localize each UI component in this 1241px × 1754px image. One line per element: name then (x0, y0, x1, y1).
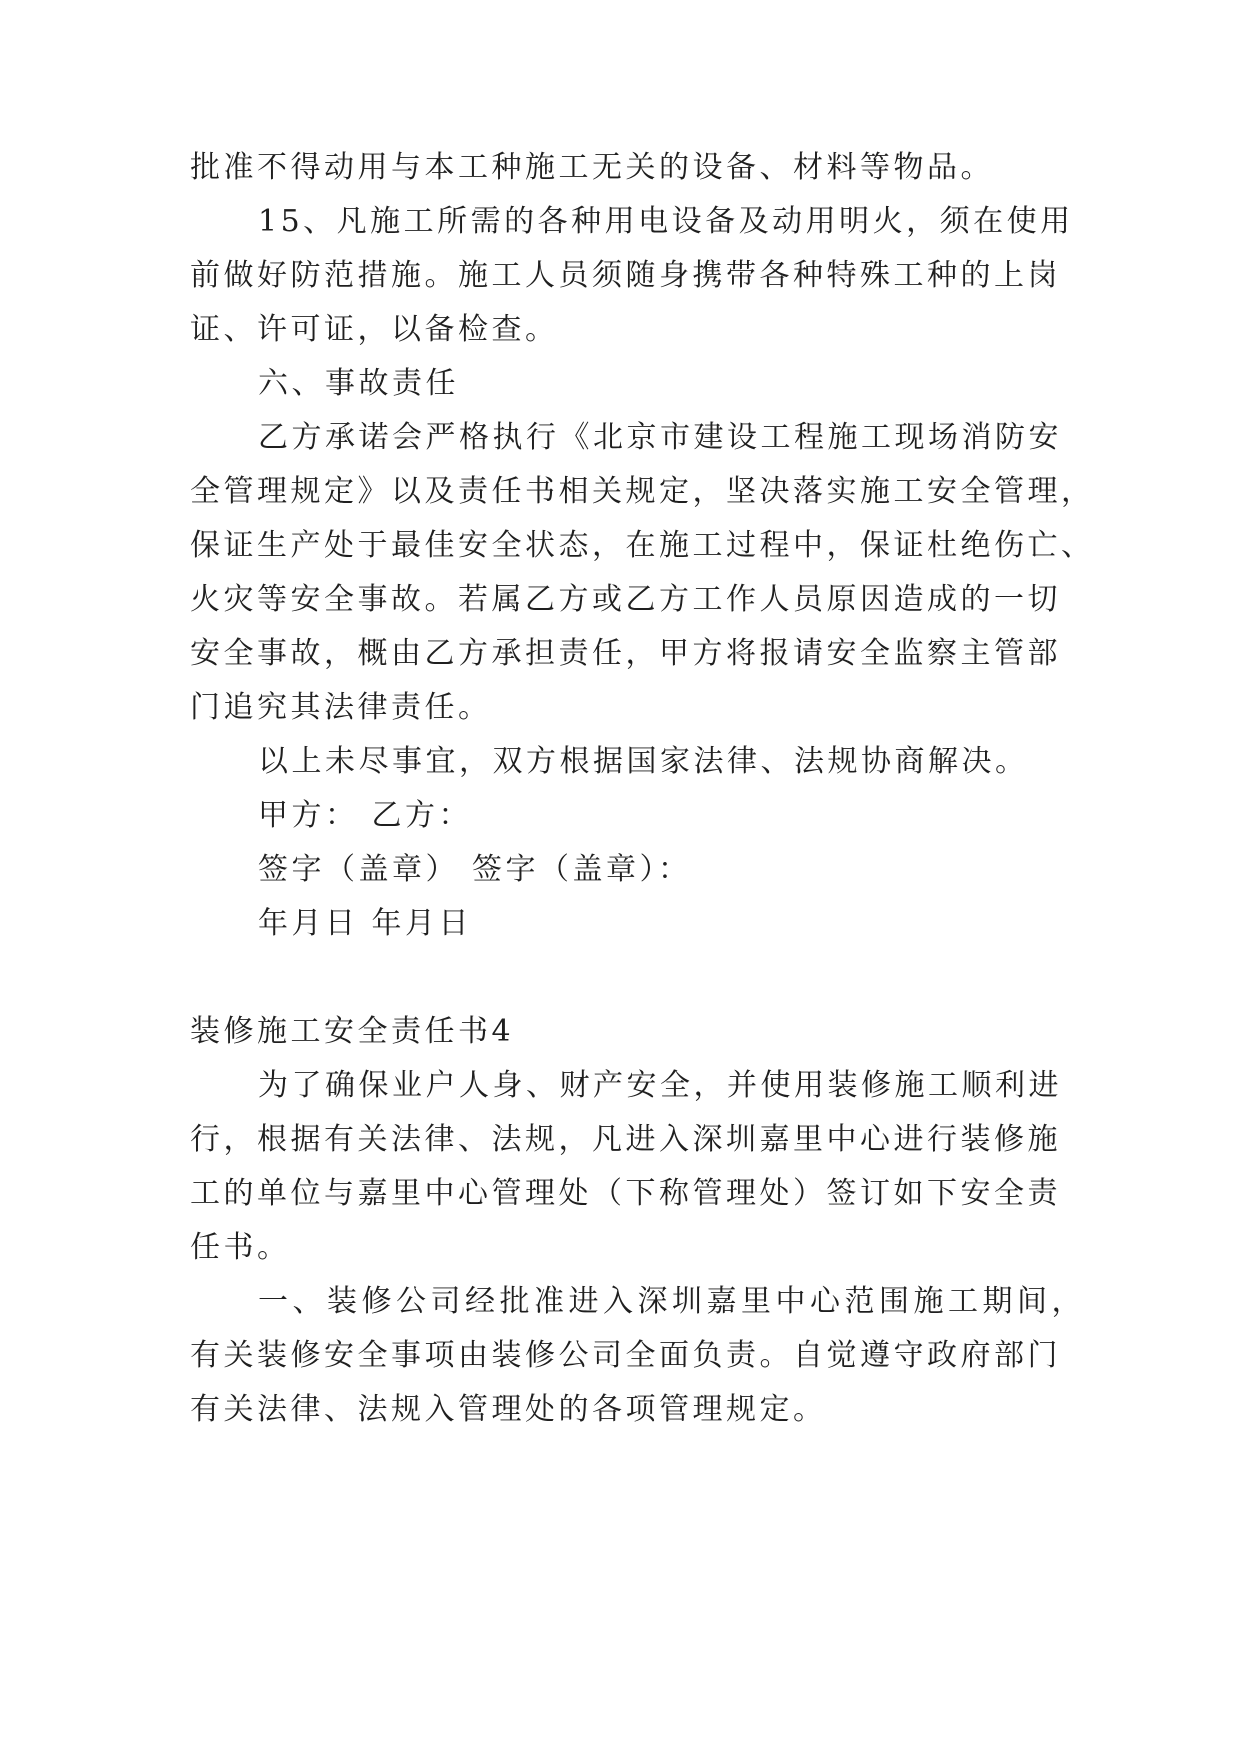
text-line: 工的单位与嘉里中心管理处（下称管理处）签订如下安全责 (190, 1176, 1061, 1211)
text-line: 有关法律、法规入管理处的各项管理规定。 (190, 1392, 827, 1427)
signature-line: 签字（盖章） 签字（盖章）： (258, 852, 692, 887)
date-line: 年月日 年月日 (258, 906, 473, 941)
document-title: 装修施工安全责任书4 (190, 1014, 515, 1049)
text-line: 以上未尽事宜，双方根据国家法律、法规协商解决。 (258, 744, 1029, 779)
text-line: 一、装修公司经批准进入深圳嘉里中心范围施工期间， (258, 1284, 1086, 1319)
party-line: 甲方： 乙方： (258, 798, 473, 833)
text-line: 门追究其法律责任。 (190, 690, 492, 725)
text-line: 为了确保业户人身、财产安全，并使用装修施工顺利进 (258, 1068, 1062, 1103)
clause-15-line: 15、凡施工所需的各种用电设备及动用明火，须在使用 (258, 204, 1074, 239)
section-heading: 六、事故责任 (258, 366, 459, 401)
text-line: 前做好防范措施。施工人员须随身携带各种特殊工种的上岗 (190, 258, 1061, 293)
text-line: 乙方承诺会严格执行《北京市建设工程施工现场消防安 (258, 420, 1062, 455)
text-line: 有关装修安全事项由装修公司全面负责。自觉遵守政府部门 (190, 1338, 1061, 1373)
text-line: 批准不得动用与本工种施工无关的设备、材料等物品。 (190, 150, 994, 185)
text-line: 行，根据有关法律、法规，凡进入深圳嘉里中心进行装修施 (190, 1122, 1061, 1157)
text-line: 证、许可证，以备检查。 (190, 312, 559, 347)
text-line: 任书。 (190, 1230, 291, 1265)
text-line: 火灾等安全事故。若属乙方或乙方工作人员原因造成的一切 (190, 582, 1061, 617)
text-line: 安全事故，概由乙方承担责任，甲方将报请安全监察主管部 (190, 636, 1061, 671)
text-line: 保证生产处于最佳安全状态，在施工过程中，保证杜绝伤亡、 (190, 528, 1095, 563)
text-line: 全管理规定》以及责任书相关规定，坚决落实施工安全管理， (190, 474, 1095, 509)
